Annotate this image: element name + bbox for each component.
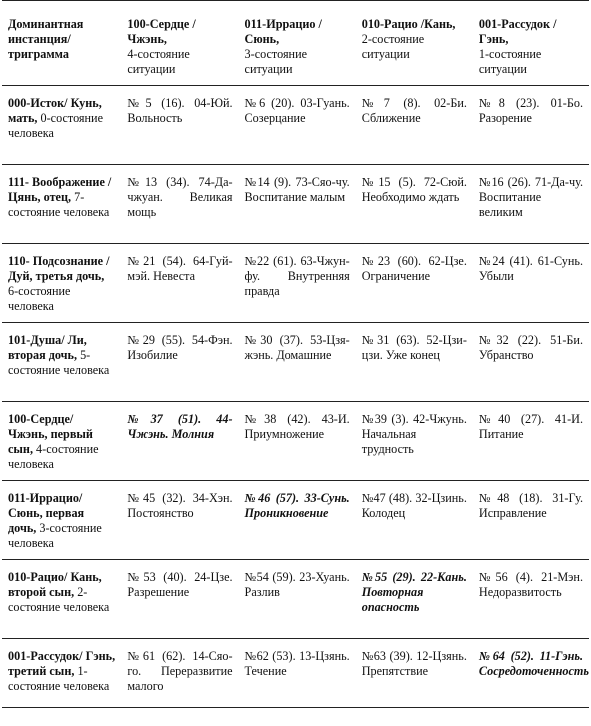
row-header-cell	[2, 402, 121, 481]
row-title: 001-Рассудок/ Гэнь, третий сын,	[8, 649, 116, 678]
header-corner-cell	[2, 1, 121, 86]
row-header-cell	[2, 639, 121, 708]
header-corner-title: Доминантная инстанция/ триграмма	[8, 17, 84, 61]
hexagram-cell: №45 (32). 34-Хэн. Постоянство	[121, 481, 238, 560]
row-subtitle: 1-состояние человека	[8, 664, 110, 693]
hexagram-cell-diagonal: №55 (29). 22-Кань. Повторная опасность	[356, 560, 473, 639]
row-subtitle: 6-состояние человека	[8, 284, 71, 313]
hexagram-cell: №21 (54). 64-Гуй-мэй. Невеста	[121, 244, 238, 323]
hexagram-cell: №30 (37). 53-Цзя-жэнь. Домашние	[239, 323, 356, 402]
hexagram-cell: №14 (9). 73-Сяо-чу. Воспитание малым	[239, 165, 356, 244]
hexagram-cell: №53 (40). 24-Цзе. Разрешение	[121, 560, 238, 639]
row-header-cell	[2, 481, 121, 560]
hexagram-cell: №38 (42). 43-И. Приумножение	[239, 402, 356, 481]
table-row	[2, 402, 589, 481]
row-header-cell	[2, 86, 121, 165]
hexagram-cell: №8 (23). 01-Бо. Разорение	[473, 86, 589, 165]
header-col-sub: 3-состояние ситуации	[244, 47, 308, 76]
hexagram-cell: №39 (3). 42-Чжунь. Начальная трудность	[356, 402, 473, 481]
table-row	[2, 481, 589, 560]
table-row	[2, 86, 589, 165]
row-subtitle: 5-состояние человека	[8, 348, 110, 377]
hexagram-cell: №6 (20). 03-Гуань. Созерцание	[239, 86, 356, 165]
row-subtitle: 3-состояние человека	[8, 521, 102, 550]
header-col-title: 011-Иррацио /Сюнь,	[244, 17, 322, 46]
hexagram-cell: №32 (22). 51-Би. Убранство	[473, 323, 589, 402]
hexagram-cell: №62 (53). 13-Цзянь. Течение	[239, 639, 356, 708]
row-subtitle: 7-состояние человека	[8, 190, 110, 219]
hexagram-cell-diagonal: №37 (51). 44-Чжэнь. Молния	[121, 402, 238, 481]
row-header-cell	[2, 244, 121, 323]
header-cell-3	[356, 1, 473, 86]
hexagram-cell: №61 (62). 14-Сяо-го. Переразвитие малого	[121, 639, 238, 708]
hexagram-cell: №22 (61). 63-Чжун-фу. Внутренняя правда	[239, 244, 356, 323]
header-col-sub: 4-состояние ситуации	[127, 47, 190, 76]
row-title: 010-Рацио/ Кань, второй сын,	[8, 570, 102, 599]
header-col-title: 001-Рассудок /Гэнь,	[478, 17, 557, 46]
table-row	[2, 323, 589, 402]
table-row	[2, 639, 589, 708]
hexagram-cell: №24 (41). 61-Сунь. Убыли	[473, 244, 589, 323]
row-header-cell	[2, 165, 121, 244]
hexagram-cell: №15 (5). 72-Сюй. Необходимо ждать	[356, 165, 473, 244]
row-title: 011-Иррацио/ Сюнь, первая дочь,	[8, 491, 85, 535]
header-col-title: 100-Сердце /Чжэнь,	[127, 17, 196, 46]
row-title: 111- Воображение /Цянь, отец,	[8, 175, 112, 204]
header-col-sub: 1-состояние ситуации	[478, 47, 542, 76]
hexagram-cell: №47 (48). 32-Цзинь. Колодец	[356, 481, 473, 560]
header-col-sub: 2-состояние ситуации	[361, 32, 425, 61]
row-subtitle: 2-состояние человека	[8, 585, 110, 614]
hexagram-cell: №16 (26). 71-Да-чу. Воспитание великим	[473, 165, 589, 244]
hexagram-cell-diagonal: №64 (52). 11-Гэнь. Сосредоточенность	[473, 639, 589, 708]
hexagram-cell: №40 (27). 41-И. Питание	[473, 402, 589, 481]
hexagram-cell: №31 (63). 52-Цзи-цзи. Уже конец	[356, 323, 473, 402]
row-header-cell	[2, 323, 121, 402]
row-title: 101-Душа/ Ли, вторая дочь,	[8, 333, 87, 362]
header-cell-2	[239, 1, 356, 86]
header-cell-1	[121, 1, 238, 86]
hexagram-cell: №63 (39). 12-Цзянь. Препятствие	[356, 639, 473, 708]
table-row	[2, 560, 589, 639]
table-row	[2, 244, 589, 323]
hexagram-cell: №56 (4). 21-Мэн. Недоразвитость	[473, 560, 589, 639]
row-subtitle: 4-состояние человека	[8, 442, 99, 471]
trigram-table	[2, 0, 589, 708]
hexagram-cell: №23 (60). 62-Цзе. Ограничение	[356, 244, 473, 323]
row-title: 100-Сердце/ Чжэнь, первый сын,	[8, 412, 93, 456]
hexagram-cell: №54 (59). 23-Хуань. Разлив	[239, 560, 356, 639]
hexagram-cell-diagonal: №46 (57). 33-Сунь. Проникновение	[239, 481, 356, 560]
row-title: 110- Подсознание /Дуй, третья дочь,	[8, 254, 110, 283]
hexagram-cell: №7 (8). 02-Би. Сближение	[356, 86, 473, 165]
hexagram-cell: №5 (16). 04-Юй. Вольность	[121, 86, 238, 165]
header-cell-4	[473, 1, 589, 86]
row-subtitle: 0-состояние человека	[8, 111, 103, 140]
hexagram-cell: №48 (18). 31-Гу. Исправление	[473, 481, 589, 560]
hexagram-cell: №13 (34). 74-Да-чжуан. Великая мощь	[121, 165, 238, 244]
hexagram-cell: №29 (55). 54-Фэн. Изобилие	[121, 323, 238, 402]
table-row	[2, 165, 589, 244]
row-header-cell	[2, 560, 121, 639]
header-row	[2, 1, 589, 86]
row-title: 000-Исток/ Кунь, мать,	[8, 96, 102, 125]
header-col-title: 010-Рацио /Кань,	[361, 17, 456, 31]
